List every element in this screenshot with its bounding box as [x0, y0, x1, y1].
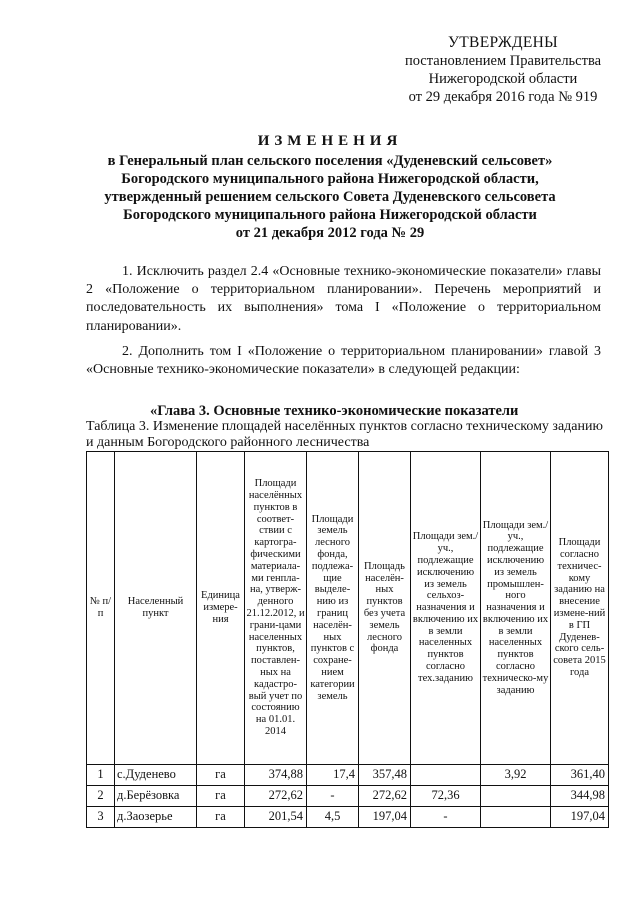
cell-forest-area: 17,4 — [307, 765, 359, 786]
document-title — [60, 132, 600, 242]
cell-forest-area: 4,5 — [307, 807, 359, 828]
cell-area-genplan: 374,88 — [245, 765, 307, 786]
cell-area-without-forest: 197,04 — [359, 807, 411, 828]
cell-unit: га — [197, 807, 245, 828]
paragraph-2: 2. Дополнить том I «Положение о территориальном планировании» главой 3 «Основные технико-экономические показатели» в следующей редакции: — [86, 344, 601, 378]
approval-line-1: УТВЕРЖДЕНЫ — [448, 34, 558, 51]
area-changes-table — [86, 451, 609, 828]
cell-area-per-task: 197,04 — [551, 807, 609, 828]
header-agri-land: Площади зем./уч., подлежащие исключению из земель сельхоз-назначения и включению их в земли населенных пунктов согласно тех.заданию — [411, 452, 481, 765]
header-industrial-land: Площади зем./уч., подлежащие исключению из земель промышлен-ного назначения и включению их в земли населенных пунктов согласно техническо-му заданию — [481, 452, 551, 765]
title-line-3: утвержденный решением сельского Совета Дуденевского сельсовета — [104, 189, 556, 205]
table-row — [87, 786, 609, 807]
header-unit: Единица измере-ния — [197, 452, 245, 765]
approval-line-3: Нижегородской области — [428, 71, 578, 87]
cell-area-without-forest: 272,62 — [359, 786, 411, 807]
title-line-1: в Генеральный план сельского поселения «Дуденевский сельсовет» — [107, 153, 553, 169]
approval-line-2: постановлением Правительства — [404, 53, 602, 69]
table-row — [87, 807, 609, 828]
title-line-4: Богородского муниципального района Нижегородской области — [123, 207, 537, 223]
title-line-5: от 21 декабря 2012 года № 29 — [235, 225, 425, 241]
chapter-title: «Глава 3. Основные технико-экономические показатели — [150, 403, 519, 419]
header-area-genplan: Площади населённых пунктов в соответ-ствии с картогра-фическими материала-ми генпла-на, утверж-денного 21.12.2012, и грани-цами населенных пунктов, поставлен-ных на кадастро-вый учет по состоянию на 01.01. 2014 — [245, 452, 307, 765]
header-forest-area: Площади земель лесного фонда, подлежа-щие выделе-нию из границ населён-ных пунктов с сохране-нием категории земель — [307, 452, 359, 765]
header-num: № п/п — [87, 452, 115, 765]
cell-forest-area: - — [307, 786, 359, 807]
table-header-row — [87, 452, 609, 765]
header-settlement: Населенный пункт — [115, 452, 197, 765]
cell-agri-land: - — [411, 807, 481, 828]
cell-agri-land: 72,36 — [411, 786, 481, 807]
cell-agri-land — [411, 765, 481, 786]
cell-area-genplan: 272,62 — [245, 786, 307, 807]
header-area-per-task: Площади согласно техничес-кому заданию на внесение измене-ний в ГП Дуденев-ского сель-совета 2015 года — [551, 452, 609, 765]
cell-area-per-task: 361,40 — [551, 765, 609, 786]
table-caption: Таблица 3. Изменение площадей населённых пунктов согласно техническому заданию и данным Богородского районного лесничества — [86, 419, 603, 450]
paragraph-1: 1. Исключить раздел 2.4 «Основные технико-экономические показатели» главы 2 «Положение о территориальном планировании». Перечень мероприятий и последовательность их выполнения» тома I «Положение о территориальном планировании». — [86, 264, 601, 334]
cell-industrial-land — [481, 786, 551, 807]
approval-line-4: от 29 декабря 2016 года № 919 — [408, 89, 598, 105]
title-line-2: Богородского муниципального района Нижегородской области, — [121, 171, 539, 187]
table-row — [87, 765, 609, 786]
cell-settlement: д.Заозерье — [115, 807, 197, 828]
approval-stamp — [388, 34, 618, 106]
cell-settlement: с.Дуденево — [115, 765, 197, 786]
title-heading: ИЗМЕНЕНИЯ — [257, 133, 403, 149]
cell-industrial-land: 3,92 — [481, 765, 551, 786]
cell-industrial-land — [481, 807, 551, 828]
cell-area-per-task: 344,98 — [551, 786, 609, 807]
cell-unit: га — [197, 765, 245, 786]
cell-settlement: д.Берёзовка — [115, 786, 197, 807]
cell-num: 1 — [87, 765, 115, 786]
cell-num: 2 — [87, 786, 115, 807]
cell-area-without-forest: 357,48 — [359, 765, 411, 786]
cell-area-genplan: 201,54 — [245, 807, 307, 828]
cell-unit: га — [197, 786, 245, 807]
cell-num: 3 — [87, 807, 115, 828]
header-area-without-forest: Площадь населён-ных пунктов без учета земель лесного фонда — [359, 452, 411, 765]
